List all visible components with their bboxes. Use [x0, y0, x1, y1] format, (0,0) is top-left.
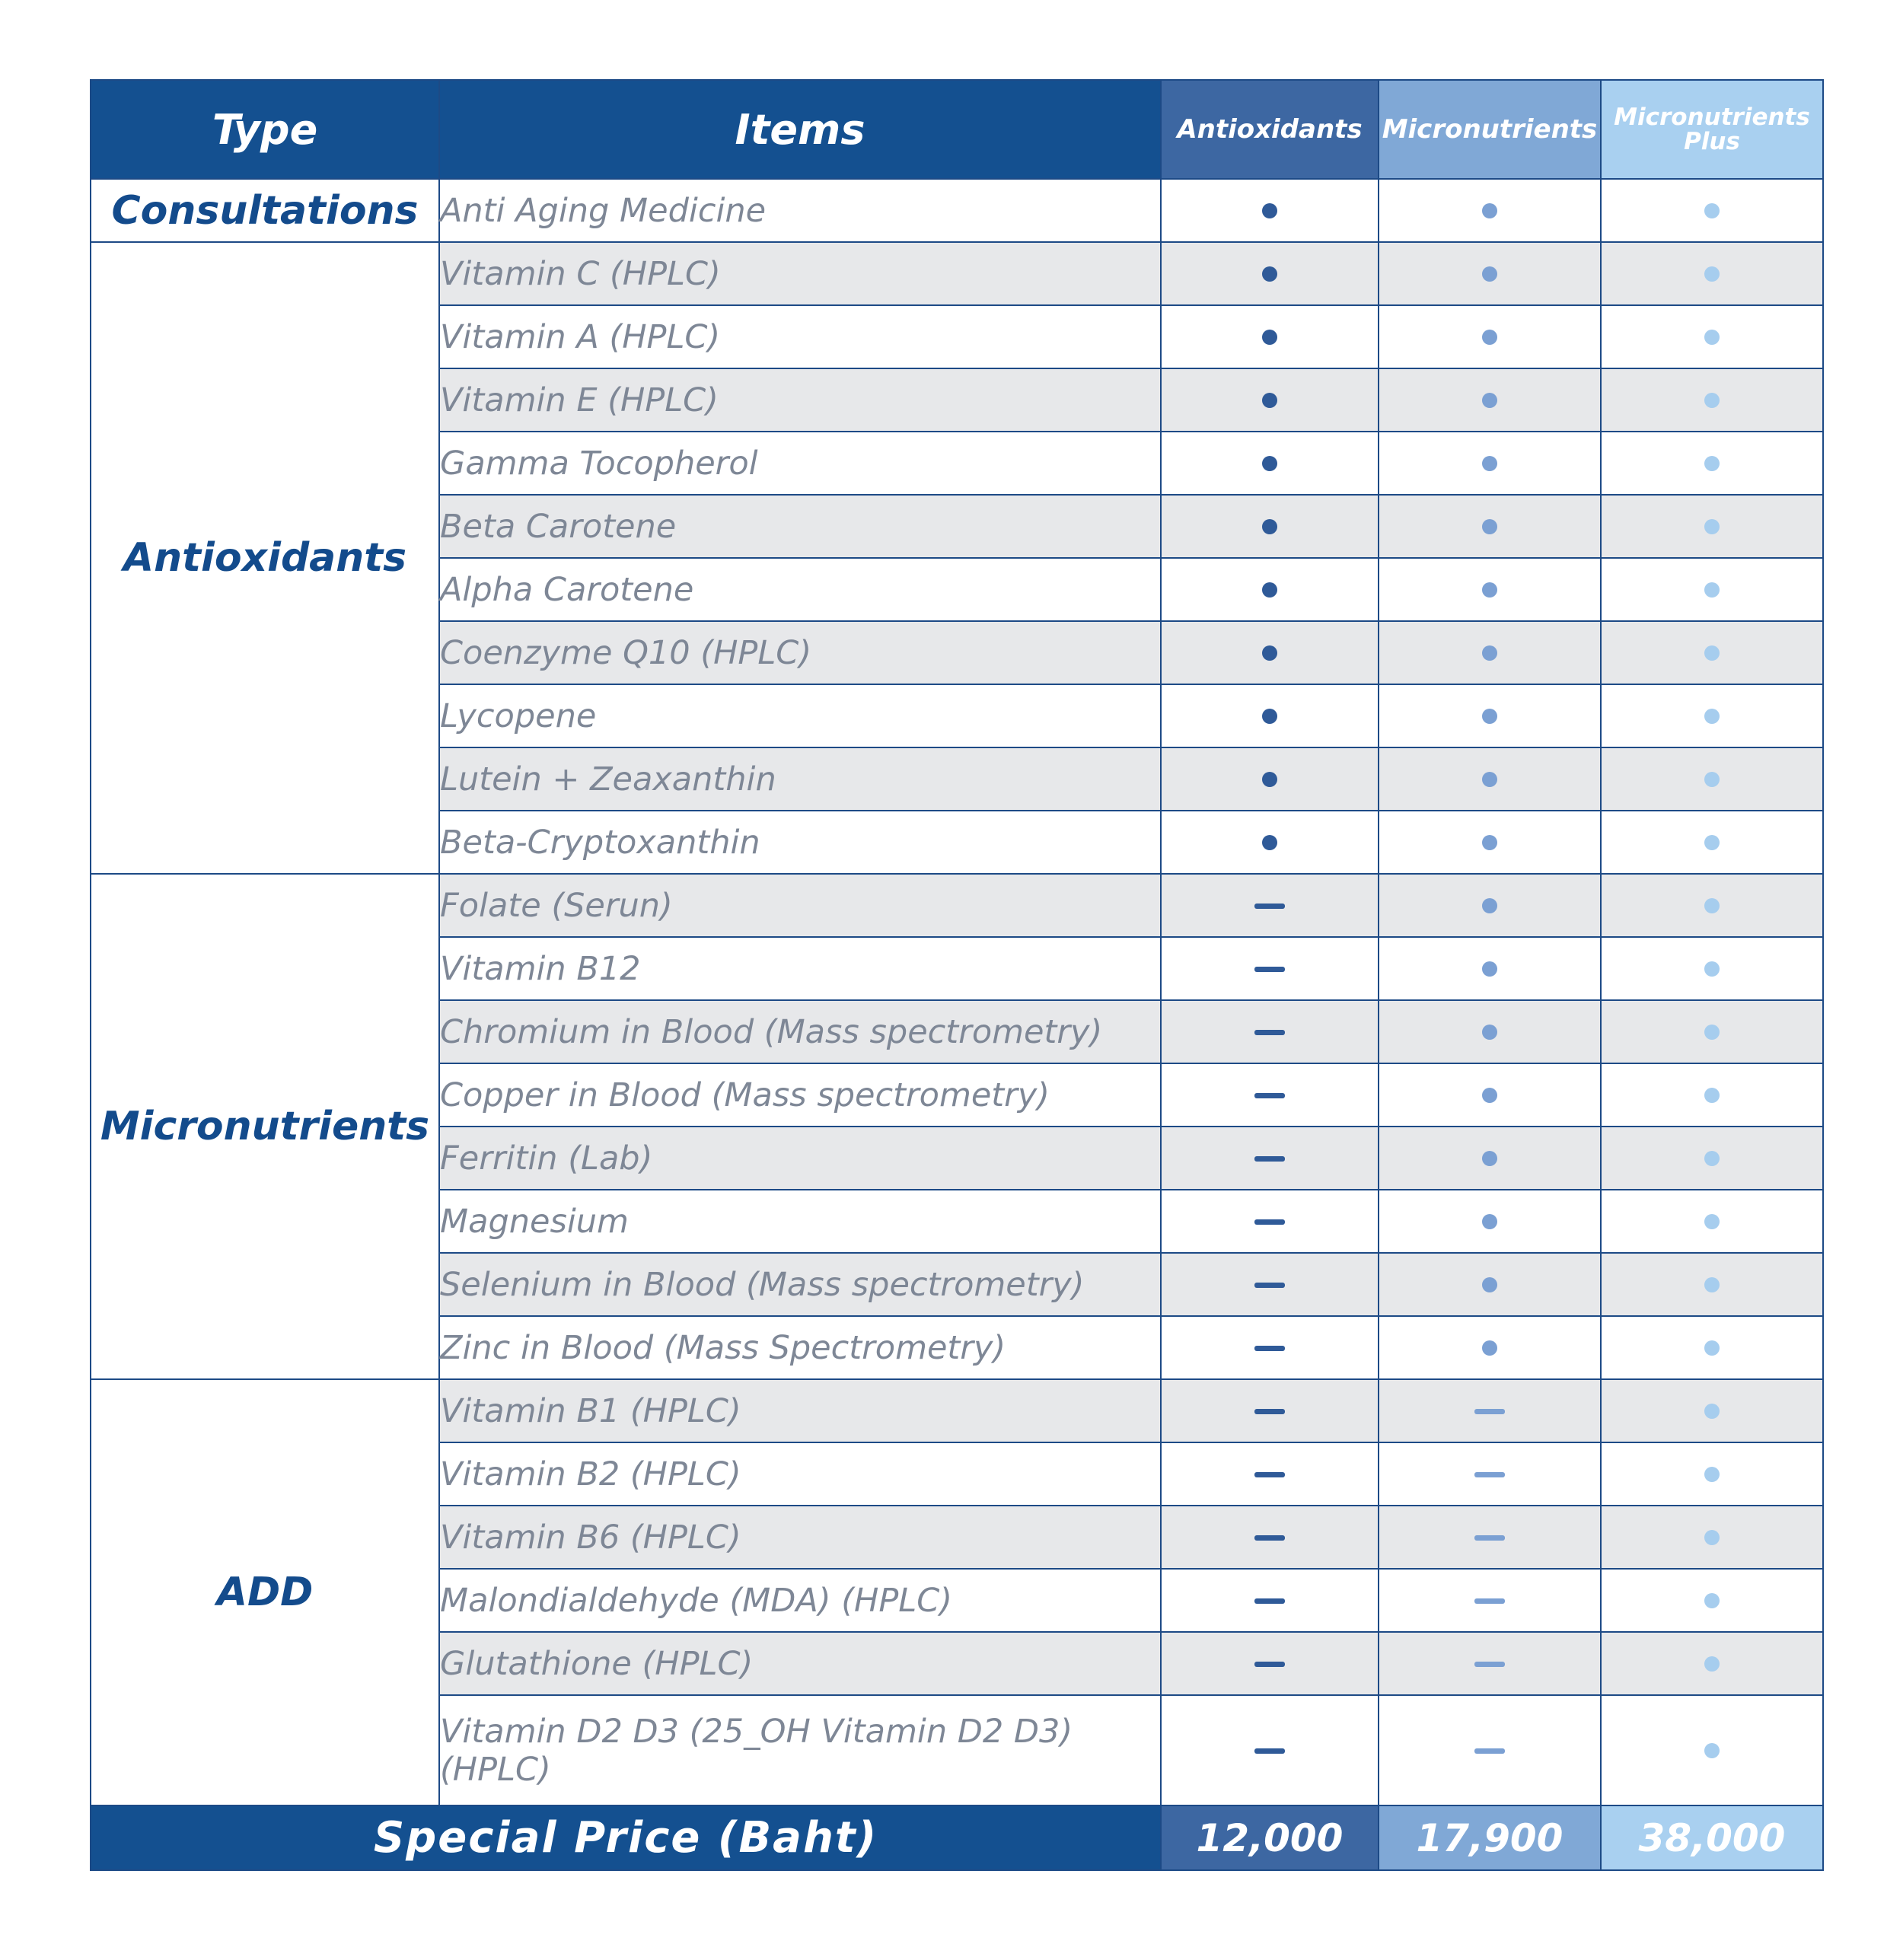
included-dot-icon: [1704, 1277, 1720, 1292]
package-mark-cell: [1601, 621, 1823, 684]
item-cell: Vitamin B1 (HPLC): [439, 1379, 1161, 1442]
included-dot-icon: [1704, 203, 1720, 218]
item-cell: Ferritin (Lab): [439, 1127, 1161, 1190]
not-included-dash-icon: [1254, 1409, 1285, 1414]
package-mark-cell: [1161, 937, 1379, 1000]
table-row: [91, 242, 1823, 305]
item-cell: Lycopene: [439, 684, 1161, 747]
package-mark-cell: [1161, 1063, 1379, 1127]
included-dot-icon: [1704, 709, 1720, 724]
package-mark-cell: [1601, 305, 1823, 368]
antioxidants-package-header: Antioxidants: [1161, 80, 1379, 179]
table-row: [91, 179, 1823, 242]
package-mark-cell: [1379, 1506, 1601, 1569]
package-mark-cell: [1379, 1000, 1601, 1063]
included-dot-icon: [1704, 519, 1720, 534]
included-dot-icon: [1482, 772, 1497, 787]
package-mark-cell: [1379, 1253, 1601, 1316]
included-dot-icon: [1262, 709, 1277, 724]
package-mark-cell: [1161, 432, 1379, 495]
package-mark-cell: [1601, 558, 1823, 621]
package-mark-cell: [1379, 937, 1601, 1000]
included-dot-icon: [1482, 266, 1497, 282]
not-included-dash-icon: [1254, 1156, 1285, 1162]
package-mark-cell: [1161, 1316, 1379, 1379]
included-dot-icon: [1704, 1151, 1720, 1166]
package-mark-cell: [1379, 558, 1601, 621]
not-included-dash-icon: [1474, 1535, 1505, 1541]
package-mark-cell: [1379, 1695, 1601, 1805]
included-dot-icon: [1482, 1088, 1497, 1103]
included-dot-icon: [1482, 519, 1497, 534]
package-mark-cell: [1161, 1190, 1379, 1253]
package-mark-cell: [1379, 495, 1601, 558]
item-cell: Vitamin B2 (HPLC): [439, 1442, 1161, 1506]
package-mark-cell: [1601, 242, 1823, 305]
package-mark-cell: [1601, 1442, 1823, 1506]
included-dot-icon: [1704, 1214, 1720, 1229]
table-body: [91, 179, 1823, 1805]
package-mark-cell: [1601, 1506, 1823, 1569]
item-cell: Beta Carotene: [439, 495, 1161, 558]
package-mark-cell: [1379, 1379, 1601, 1442]
included-dot-icon: [1482, 1340, 1497, 1356]
package-mark-cell: [1379, 1316, 1601, 1379]
included-dot-icon: [1262, 835, 1277, 850]
package-mark-cell: [1161, 1127, 1379, 1190]
not-included-dash-icon: [1254, 1662, 1285, 1667]
item-cell: Zinc in Blood (Mass Spectrometry): [439, 1316, 1161, 1379]
item-cell: Coenzyme Q10 (HPLC): [439, 621, 1161, 684]
included-dot-icon: [1704, 1656, 1720, 1672]
included-dot-icon: [1482, 393, 1497, 408]
package-mark-cell: [1601, 1569, 1823, 1632]
item-cell: Anti Aging Medicine: [439, 179, 1161, 242]
package-mark-cell: [1601, 1316, 1823, 1379]
package-mark-cell: [1161, 1506, 1379, 1569]
item-cell: Vitamin B6 (HPLC): [439, 1506, 1161, 1569]
package-mark-cell: [1601, 495, 1823, 558]
not-included-dash-icon: [1254, 1093, 1285, 1098]
included-dot-icon: [1704, 772, 1720, 787]
table-row: [91, 1379, 1823, 1442]
not-included-dash-icon: [1254, 1283, 1285, 1288]
package-mark-cell: [1161, 368, 1379, 432]
package-mark-cell: [1601, 1695, 1823, 1805]
included-dot-icon: [1704, 456, 1720, 471]
item-cell: Magnesium: [439, 1190, 1161, 1253]
item-cell: Alpha Carotene: [439, 558, 1161, 621]
included-dot-icon: [1704, 1530, 1720, 1545]
not-included-dash-icon: [1254, 967, 1285, 972]
included-dot-icon: [1482, 835, 1497, 850]
included-dot-icon: [1704, 330, 1720, 345]
included-dot-icon: [1482, 898, 1497, 913]
included-dot-icon: [1704, 961, 1720, 977]
included-dot-icon: [1704, 1593, 1720, 1608]
included-dot-icon: [1262, 393, 1277, 408]
package-mark-cell: [1601, 1253, 1823, 1316]
package-mark-cell: [1161, 1253, 1379, 1316]
item-cell: Glutathione (HPLC): [439, 1632, 1161, 1695]
included-dot-icon: [1704, 266, 1720, 282]
item-cell: Vitamin B12: [439, 937, 1161, 1000]
package-mark-cell: [1161, 1569, 1379, 1632]
included-dot-icon: [1704, 835, 1720, 850]
type-cell: Consultations: [91, 179, 439, 242]
item-cell: Vitamin D2 D3 (25_OH Vitamin D2 D3) (HPLC): [439, 1695, 1161, 1805]
package-mark-cell: [1161, 558, 1379, 621]
package-mark-cell: [1379, 179, 1601, 242]
included-dot-icon: [1482, 456, 1497, 471]
package-mark-cell: [1601, 1632, 1823, 1695]
not-included-dash-icon: [1474, 1662, 1505, 1667]
included-dot-icon: [1704, 393, 1720, 408]
package-mark-cell: [1379, 368, 1601, 432]
included-dot-icon: [1482, 1151, 1497, 1166]
item-cell: Lutein + Zeaxanthin: [439, 747, 1161, 811]
included-dot-icon: [1704, 1088, 1720, 1103]
included-dot-icon: [1482, 1277, 1497, 1292]
package-mark-cell: [1161, 1695, 1379, 1805]
included-dot-icon: [1482, 203, 1497, 218]
type-cell: ADD: [91, 1379, 439, 1805]
included-dot-icon: [1482, 1025, 1497, 1040]
not-included-dash-icon: [1254, 1472, 1285, 1477]
package-mark-cell: [1601, 937, 1823, 1000]
package-mark-cell: [1161, 621, 1379, 684]
micronutrients-plus-package-header: Micronutrients Plus: [1601, 80, 1823, 179]
not-included-dash-icon: [1254, 1346, 1285, 1351]
included-dot-icon: [1482, 582, 1497, 598]
type-cell: Antioxidants: [91, 242, 439, 874]
special-price-label: Special Price (Baht): [91, 1805, 1161, 1870]
included-dot-icon: [1704, 1025, 1720, 1040]
package-mark-cell: [1161, 305, 1379, 368]
package-mark-cell: [1379, 1063, 1601, 1127]
package-mark-cell: [1161, 1632, 1379, 1695]
package-mark-cell: [1379, 621, 1601, 684]
included-dot-icon: [1262, 203, 1277, 218]
package-mark-cell: [1601, 811, 1823, 874]
type-cell: Micronutrients: [91, 874, 439, 1379]
not-included-dash-icon: [1254, 904, 1285, 909]
included-dot-icon: [1704, 1340, 1720, 1356]
package-mark-cell: [1379, 874, 1601, 937]
price-row: [91, 1805, 1823, 1870]
not-included-dash-icon: [1474, 1409, 1505, 1414]
included-dot-icon: [1482, 645, 1497, 661]
package-mark-cell: [1601, 179, 1823, 242]
not-included-dash-icon: [1254, 1598, 1285, 1604]
package-mark-cell: [1379, 811, 1601, 874]
included-dot-icon: [1704, 1467, 1720, 1482]
item-cell: Vitamin E (HPLC): [439, 368, 1161, 432]
package-mark-cell: [1161, 495, 1379, 558]
not-included-dash-icon: [1254, 1219, 1285, 1225]
package-comparison-table: [90, 79, 1824, 1871]
item-cell: Malondialdehyde (MDA) (HPLC): [439, 1569, 1161, 1632]
included-dot-icon: [1482, 1214, 1497, 1229]
micronutrients-price: 17,900: [1379, 1805, 1601, 1870]
package-mark-cell: [1161, 1000, 1379, 1063]
package-mark-cell: [1379, 1190, 1601, 1253]
not-included-dash-icon: [1254, 1030, 1285, 1035]
not-included-dash-icon: [1474, 1598, 1505, 1604]
included-dot-icon: [1262, 582, 1277, 598]
not-included-dash-icon: [1254, 1748, 1285, 1754]
package-mark-cell: [1161, 1379, 1379, 1442]
included-dot-icon: [1704, 582, 1720, 598]
table-header-row: [91, 80, 1823, 179]
package-mark-cell: [1601, 1379, 1823, 1442]
table-row: [91, 874, 1823, 937]
item-cell: Gamma Tocopherol: [439, 432, 1161, 495]
item-cell: Folate (Serun): [439, 874, 1161, 937]
package-mark-cell: [1379, 242, 1601, 305]
included-dot-icon: [1262, 330, 1277, 345]
items-column-header: Items: [439, 80, 1161, 179]
package-mark-cell: [1601, 684, 1823, 747]
item-cell: Copper in Blood (Mass spectrometry): [439, 1063, 1161, 1127]
package-mark-cell: [1601, 432, 1823, 495]
included-dot-icon: [1704, 645, 1720, 661]
included-dot-icon: [1704, 1743, 1720, 1758]
item-cell: Vitamin C (HPLC): [439, 242, 1161, 305]
package-mark-cell: [1379, 305, 1601, 368]
package-mark-cell: [1161, 684, 1379, 747]
package-mark-cell: [1601, 1190, 1823, 1253]
package-mark-cell: [1379, 432, 1601, 495]
micronutrients-package-header: Micronutrients: [1379, 80, 1601, 179]
included-dot-icon: [1482, 330, 1497, 345]
package-mark-cell: [1379, 684, 1601, 747]
included-dot-icon: [1482, 709, 1497, 724]
package-mark-cell: [1601, 747, 1823, 811]
package-mark-cell: [1161, 242, 1379, 305]
included-dot-icon: [1704, 1404, 1720, 1419]
item-cell: Chromium in Blood (Mass spectrometry): [439, 1000, 1161, 1063]
package-mark-cell: [1161, 1442, 1379, 1506]
included-dot-icon: [1262, 645, 1277, 661]
not-included-dash-icon: [1474, 1748, 1505, 1754]
package-mark-cell: [1379, 1127, 1601, 1190]
package-mark-cell: [1601, 874, 1823, 937]
included-dot-icon: [1262, 519, 1277, 534]
included-dot-icon: [1262, 456, 1277, 471]
item-cell: Vitamin A (HPLC): [439, 305, 1161, 368]
package-mark-cell: [1601, 368, 1823, 432]
package-mark-cell: [1161, 811, 1379, 874]
package-mark-cell: [1601, 1000, 1823, 1063]
package-mark-cell: [1161, 874, 1379, 937]
antioxidants-price: 12,000: [1161, 1805, 1379, 1870]
package-mark-cell: [1601, 1127, 1823, 1190]
micronutrients-plus-price: 38,000: [1601, 1805, 1823, 1870]
included-dot-icon: [1262, 772, 1277, 787]
package-mark-cell: [1161, 179, 1379, 242]
not-included-dash-icon: [1474, 1472, 1505, 1477]
package-mark-cell: [1379, 1632, 1601, 1695]
included-dot-icon: [1482, 961, 1497, 977]
included-dot-icon: [1262, 266, 1277, 282]
package-mark-cell: [1379, 1569, 1601, 1632]
package-mark-cell: [1379, 1442, 1601, 1506]
included-dot-icon: [1704, 898, 1720, 913]
item-cell: Beta-Cryptoxanthin: [439, 811, 1161, 874]
package-mark-cell: [1601, 1063, 1823, 1127]
package-mark-cell: [1379, 747, 1601, 811]
package-mark-cell: [1161, 747, 1379, 811]
item-cell: Selenium in Blood (Mass spectrometry): [439, 1253, 1161, 1316]
not-included-dash-icon: [1254, 1535, 1285, 1541]
type-column-header: Type: [91, 80, 439, 179]
